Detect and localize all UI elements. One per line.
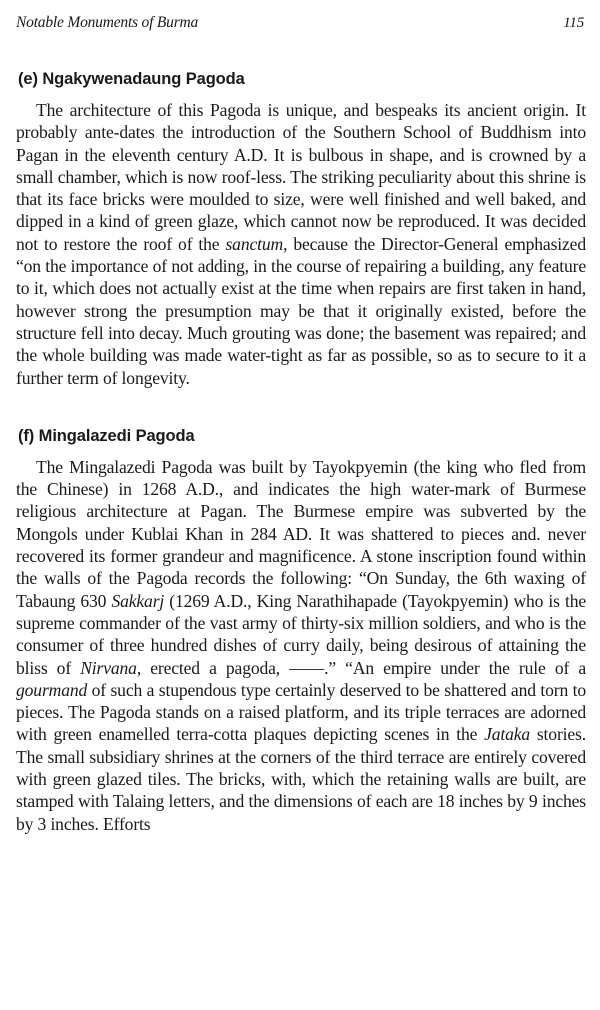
section-heading-mingalazedi: (f) Mingalazedi Pagoda [18, 426, 195, 445]
italic-term-sanctum: sanctum [225, 233, 284, 254]
text-run: , because the Director-General emphasized “on the importance of not adding, in the course of repairing a building, any feature to it, which does not actually exist at the time when repairs are first taken in hand, however strong the presumption may be that it originally existed, before the structure fell into decay. Much grouting was done; the basement was repaired; and the whole building was made water-tight as far as possible, so as to secure to it a further term of longevity. [16, 233, 586, 388]
paragraph-mingalazedi [16, 456, 586, 835]
text-run: The Mingalazedi Pagoda was built by Tayokpyemin (the king who fled from the Chinese) in 1268 A.D., and indicates the high water-mark of Burmese religious architecture at Pagan. The Burmese empire was subverted by the Mongols under Kublai Khan in 284 AD. It was shattered to pieces and. never recovered its former grandeur and magnificence. A stone inscription found within the walls of the Pagoda records the following: “On Sunday, the 6th waxing of Tabaung 630 [16, 456, 586, 611]
italic-term-gourmand: gourmand [16, 679, 88, 700]
italic-term-jataka: Jataka [484, 724, 531, 745]
italic-term-sakkarj: Sakkarj [111, 590, 165, 611]
running-head-title: Notable Monuments of Burma [16, 14, 199, 31]
text-run: The architecture of this Pagoda is unique, and bespeaks its ancient origin. It probably ante-dates the introduction of the Southern School of Buddhism into Pagan in the eleventh century A.D. It is bulbous in shape, and is crowned by a small chamber, which is now roof-less. The striking peculiarity about this shrine is that its face bricks were moulded to size, were well finished and well baked, and dipped in a kind of green glaze, which cannot now be reproduced. It was decided not to restore the roof of the [16, 100, 586, 254]
text-run: (1269 A.D., King Narathihapade (Tayokpyemin) who is the supreme commander of the vast army of thirty-six million soldiers, and who is the consumer of three hundred dishes of curry daily, being desirous of attaining the bliss of [16, 590, 586, 678]
running-head [16, 14, 586, 46]
text-run: stories. The small subsidiary shrines at the corners of the third terrace are entirely covered with green glazed tiles. The bricks, with, which the retaining walls are built, are stamped with Talaing letters, and the dimensions of each are 18 inches by 9 inches by 3 inches. Efforts [16, 724, 586, 834]
section-heading-ngakywenadaung: (e) Ngakywenadaung Pagoda [18, 70, 245, 88]
italic-term-nirvana: Nirvana [80, 657, 137, 678]
text-run: , erected a pagoda, ——.” “An empire under the rule of a [136, 657, 587, 678]
text-run: of such a stupendous type certainly deserved to be shattered and torn to pieces. The Pagoda stands on a raised platform, and its triple terraces are adorned with green enamelled terra-cotta plaques depicting scenes in the [16, 679, 586, 745]
paragraph-ngakywenadaung [16, 99, 586, 389]
page-number: 115 [563, 15, 584, 31]
